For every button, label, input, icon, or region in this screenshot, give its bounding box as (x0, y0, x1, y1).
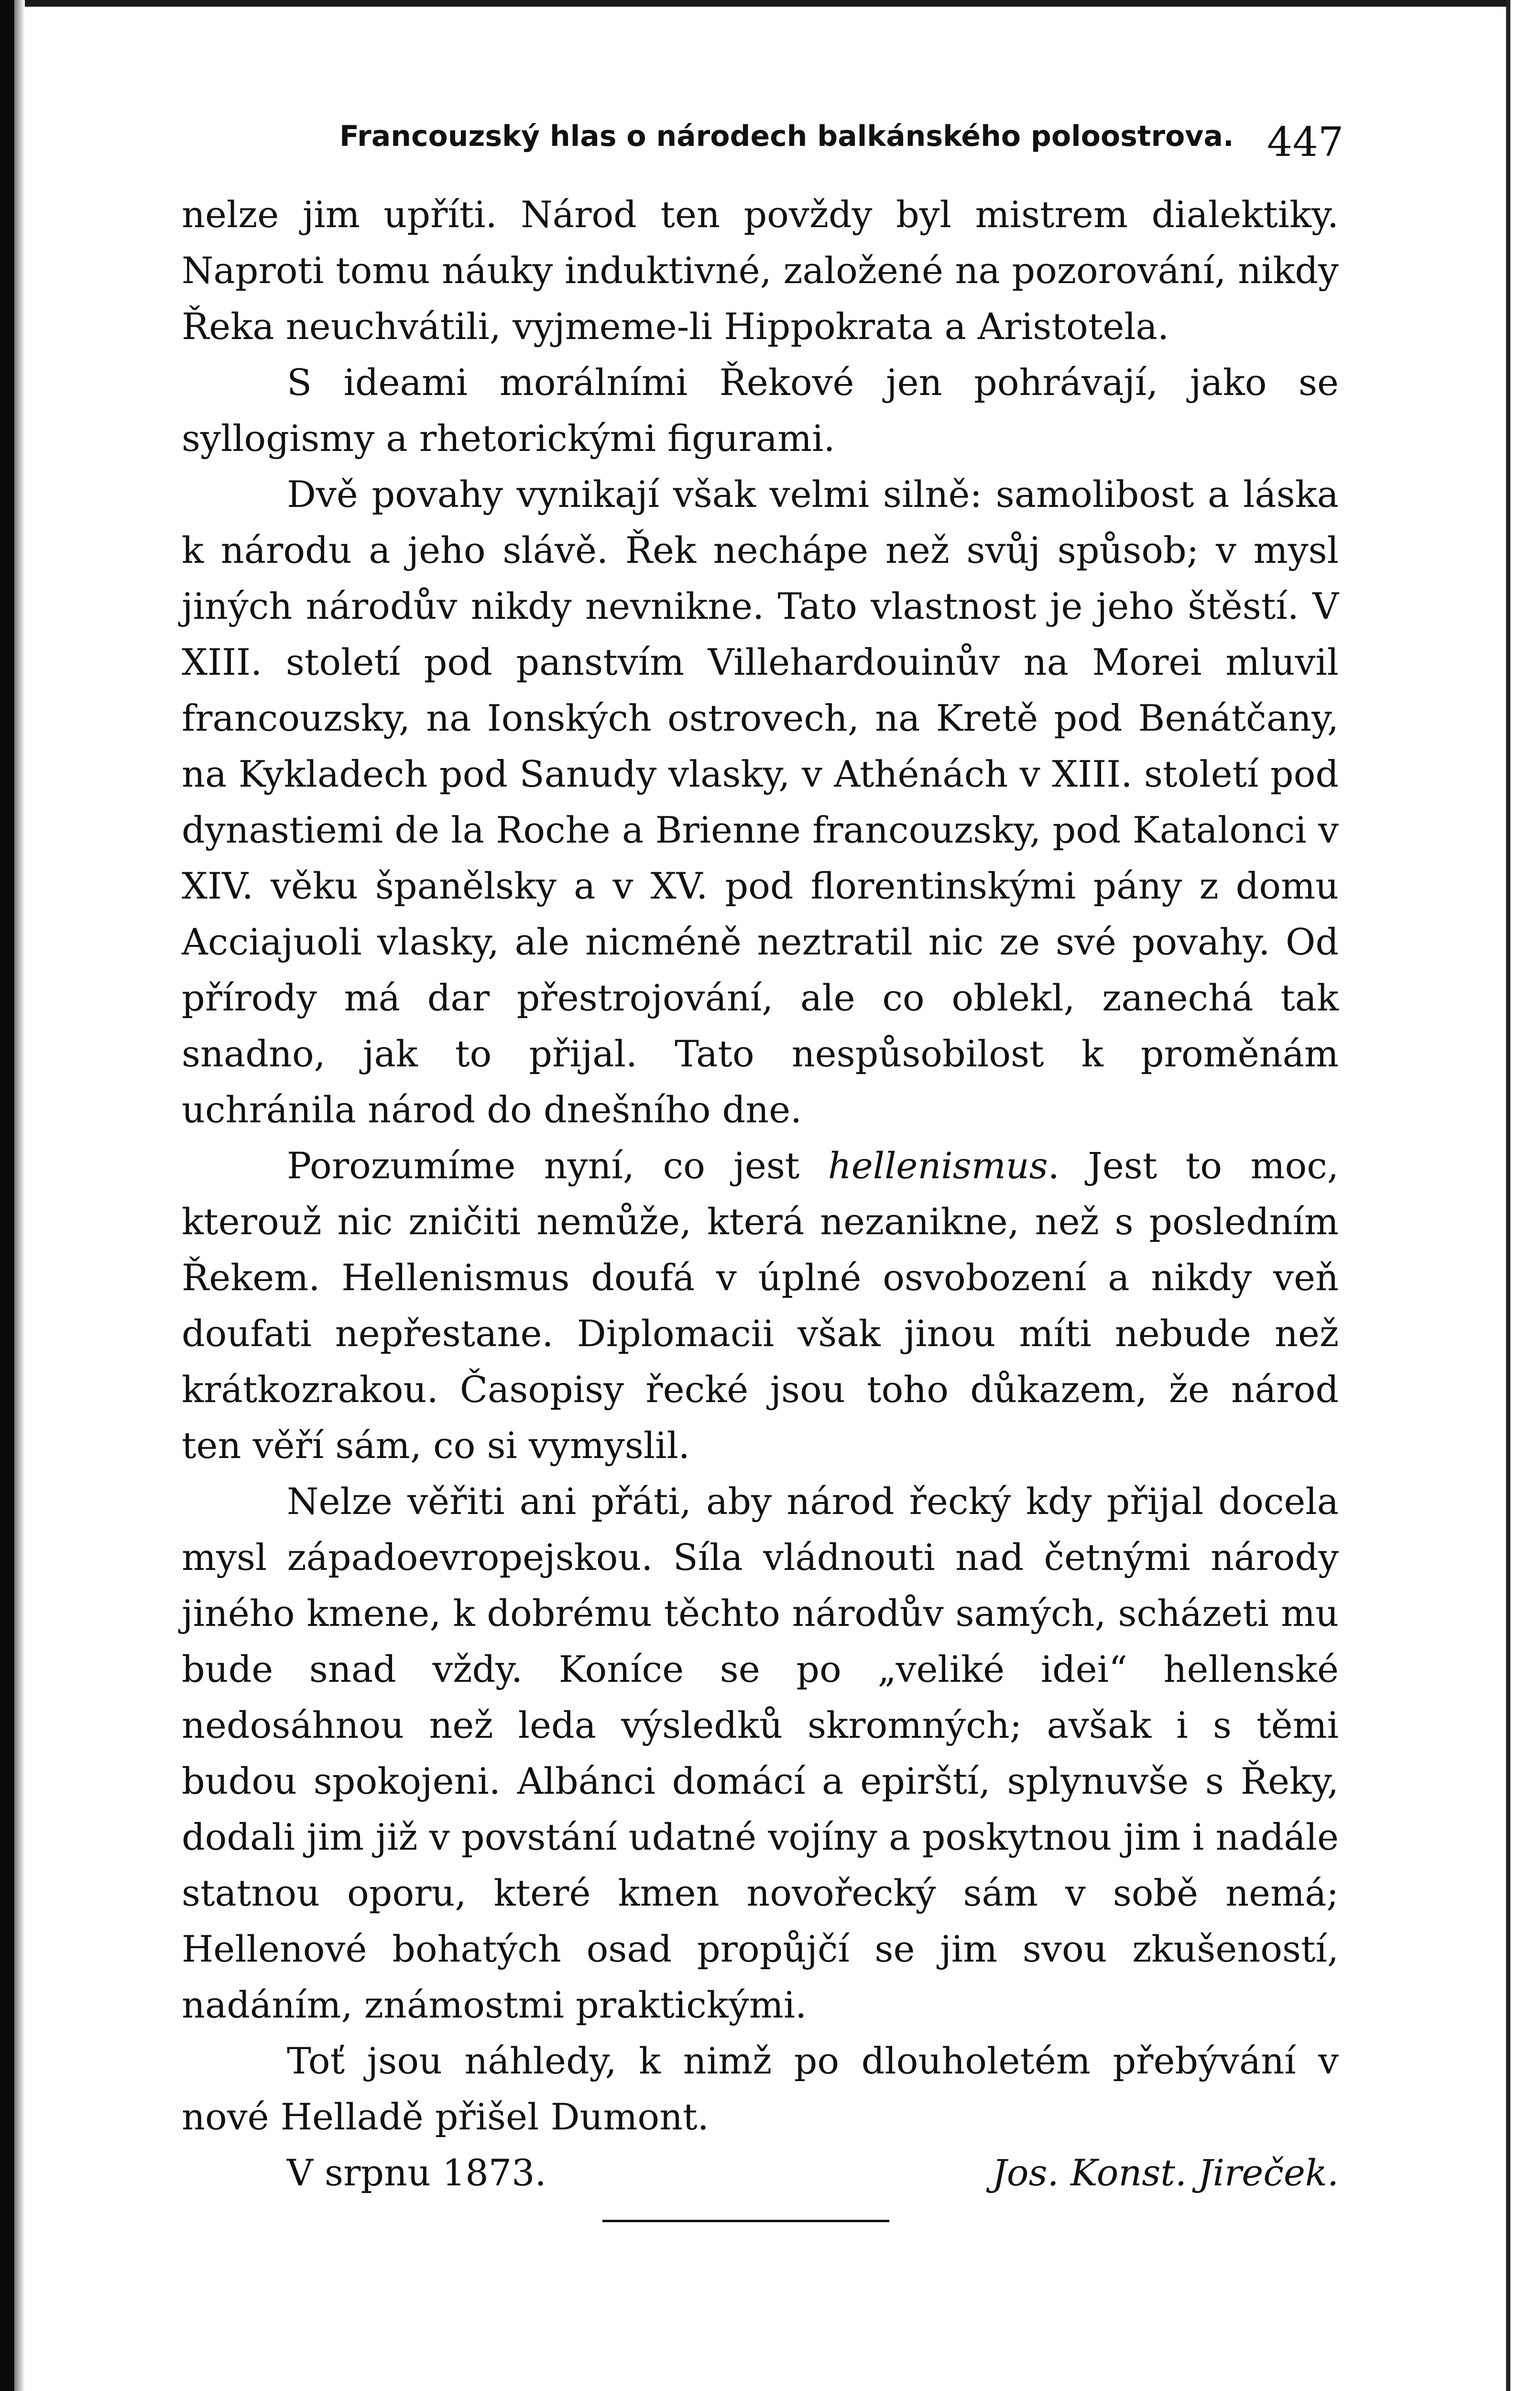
paragraph-6: Toť jsou náhledy, k nimž po dlouholetém přebývání v nové Helladě přišel Dumont. (182, 2040, 1339, 2138)
signature-line (182, 2145, 1339, 2201)
scan-border-left (0, 0, 14, 2391)
body-text (182, 186, 1339, 2145)
scan-margin-right (1510, 0, 1540, 2391)
scan-border-right (1506, 0, 1510, 2391)
scan-border-top (0, 0, 1540, 7)
paragraph-2: S ideami morálními Řekové jen pohrávají, jako se syllogismy a rhetorickými figurami. (182, 361, 1339, 460)
signature-date: V srpnu 1873. (287, 2151, 546, 2194)
signature-author: Jos. Konst. Jireček. (992, 2151, 1339, 2194)
paragraph-1: nelze jim upříti. Národ ten povždy byl mistrem dialektiky. Naproti tomu náuky induktivné, založené na pozorování, nikdy Řeka neuchvátili, vyjmeme-li Hippokrata a Aristotela. (182, 193, 1339, 348)
hellenismus-term: hellenismus (828, 1144, 1048, 1187)
scan-gutter-shadow (14, 0, 25, 2391)
closing-rule (602, 2220, 889, 2222)
paragraph-3: Dvě povahy vynikají však velmi silně: samolibost a láska k národu a jeho slávě. Řek nechápe než svůj spůsob; v mysl jiných národův nikdy nevnikne. Tato vlastnost je jeho štěstí. V XIII. století pod panstvím Villehardouinův na Morei mluvil francouzsky, na Ionských ostrovech, na Kretě pod Benátčany, na Kykladech pod Sanudy vlasky, v Athénách v XIII. století pod dynastiemi de la Roche a Brienne francouzsky, pod Katalonci v XIV. věku španělsky a v XV. pod florentinskými pány z domu Acciajuoli vlasky, ale nicméně neztratil nic ze své povahy. Od přírody má dar přestrojování, ale co oblekl, zanechá tak snadno, jak to přijal. Tato nespůsobilost k proměnám uchránila národ do dnešního dne. (182, 473, 1339, 1131)
paragraph-4-rest: . Jest to moc, kterouž nic zničiti nemůže, která nezanikne, než s posledním Řekem. Hellenismus doufá v úplné osvobození a nikdy veň doufati nepřestane. Diplomacii však jinou míti nebude než krátkozrakou. Časopisy řecké jsou toho důkazem, že národ ten věří sám, co si vymyslil. (182, 1144, 1339, 1467)
book-page (182, 110, 1344, 2222)
paragraph-5: Nelze věřiti ani přáti, aby národ řecký kdy přijal docela mysl západoevropejskou. Síla vládnouti nad četnými národy jiného kmene, k dobrému těchto národův samých, scházeti mu bude snad vždy. Koníce se po „veliké idei“ hellenské nedosáhnou než leda výsledků skromných; avšak i s těmi budou spokojeni. Albánci domácí a epirští, splynuvše s Řeky, dodali jim již v povstání udatné vojíny a poskytnou jim i nadále statnou oporu, které kmen novořecký sám v sobě nemá; Hellenové bohatých osad propůjčí se jim svou zkušeností, nadáním, známostmi praktickými. (182, 1480, 1339, 2026)
paragraph-4 (182, 1138, 1339, 1473)
running-head (182, 110, 1344, 177)
running-head-title: Francouzský hlas o národech balkánského poloostrova. (339, 120, 1234, 153)
page-number: 447 (1267, 119, 1344, 165)
paragraph-4-lead: Porozumíme nyní, co jest (287, 1144, 828, 1187)
